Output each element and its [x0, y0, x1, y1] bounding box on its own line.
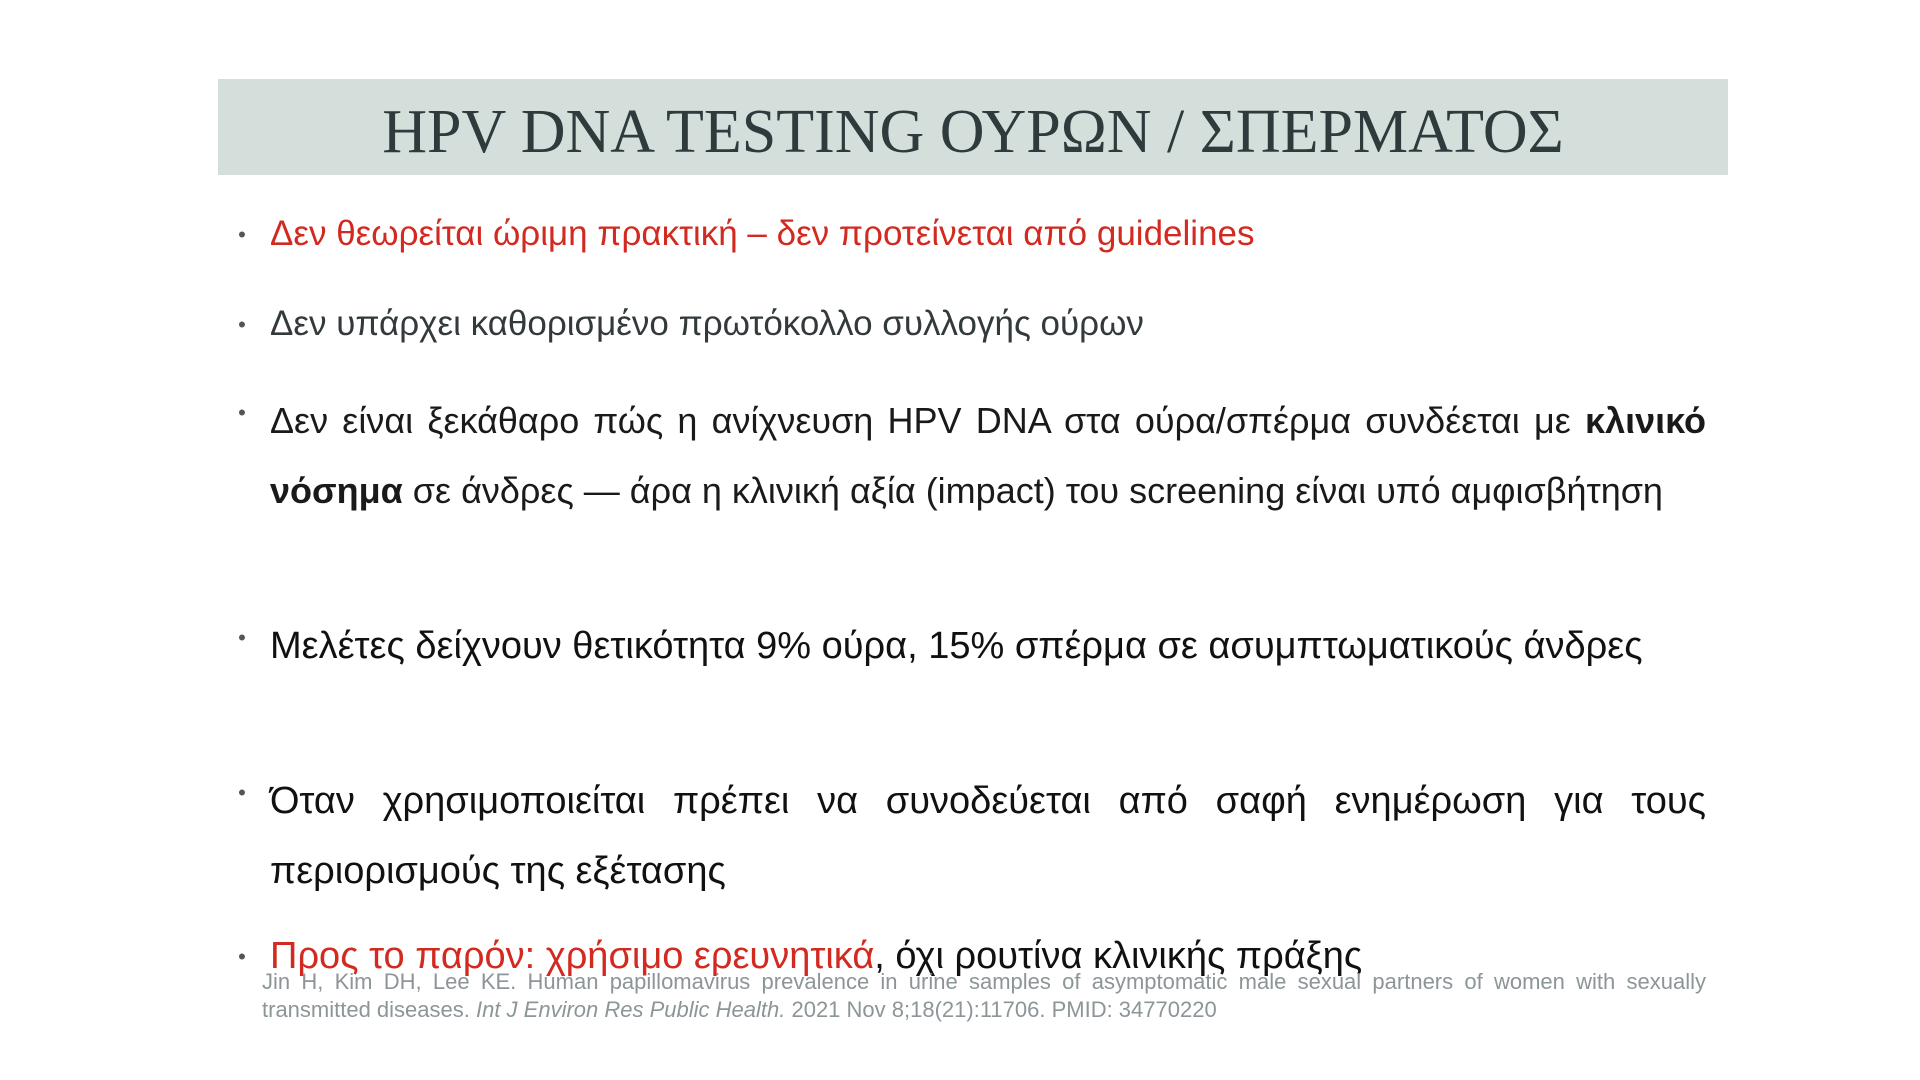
slide-title: HPV DNA TESTING ΟΥΡΩΝ / ΣΠΕΡΜΑΤΟΣ [382, 98, 1564, 166]
bullet-dot: • [238, 222, 246, 247]
reference-citation [262, 968, 1706, 1024]
bullet-dot: • [238, 944, 246, 969]
bullet-text: Μελέτες δείχνουν θετικότητα 9% ούρα, 15% σπέρμα σε ασυμπτωματικούς άνδρες [270, 625, 1643, 667]
bullet-text-bold: κλινικό νόσημα [270, 400, 1706, 511]
bullet-dot: • [238, 312, 246, 337]
bullet-text: Όταν χρησιμοποιείται πρέπει να συνοδεύεται από σαφή ενημέρωση για τους περιορισμούς της εξέτασης [270, 780, 1706, 892]
reference-details: 2021 Nov 8;18(21):11706. PMID: 34770220 [785, 997, 1217, 1022]
title-band [218, 79, 1728, 175]
bullet-text: Δεν υπάρχει καθορισμένο πρωτόκολλο συλλογής ούρων [270, 304, 1144, 343]
bullet-text-part: σε άνδρες — άρα η κλινική αξία (impact) του screening είναι υπό αμφισβήτηση [402, 470, 1663, 511]
bullet-dot: • [238, 400, 246, 425]
bullet-text-part: , όχι ρουτίνα κλινικής πράξης [874, 935, 1363, 977]
reference-authors-title: Jin H, Kim DH, Lee KE. Human papillomavirus prevalence in urine samples of asymptomatic male sexual partners of women with sexually transmitted diseases. [262, 969, 1706, 1022]
reference-journal: Int J Environ Res Public Health. [475, 997, 786, 1022]
bullet-text-part: Δεν είναι ξεκάθαρο πώς η ανίχνευση HPV DNA στα ούρα/σπέρμα συνδέεται με [270, 400, 1585, 441]
bullet-text-red: Προς το παρόν: χρήσιμο ερευνητικά [270, 935, 875, 977]
bullet-dot: • [238, 780, 246, 805]
bullet-dot: • [238, 625, 246, 650]
bullet-text: Δεν θεωρείται ώριμη πρακτική – δεν προτείνεται από guidelines [270, 214, 1255, 253]
bullet-text [270, 386, 1706, 526]
